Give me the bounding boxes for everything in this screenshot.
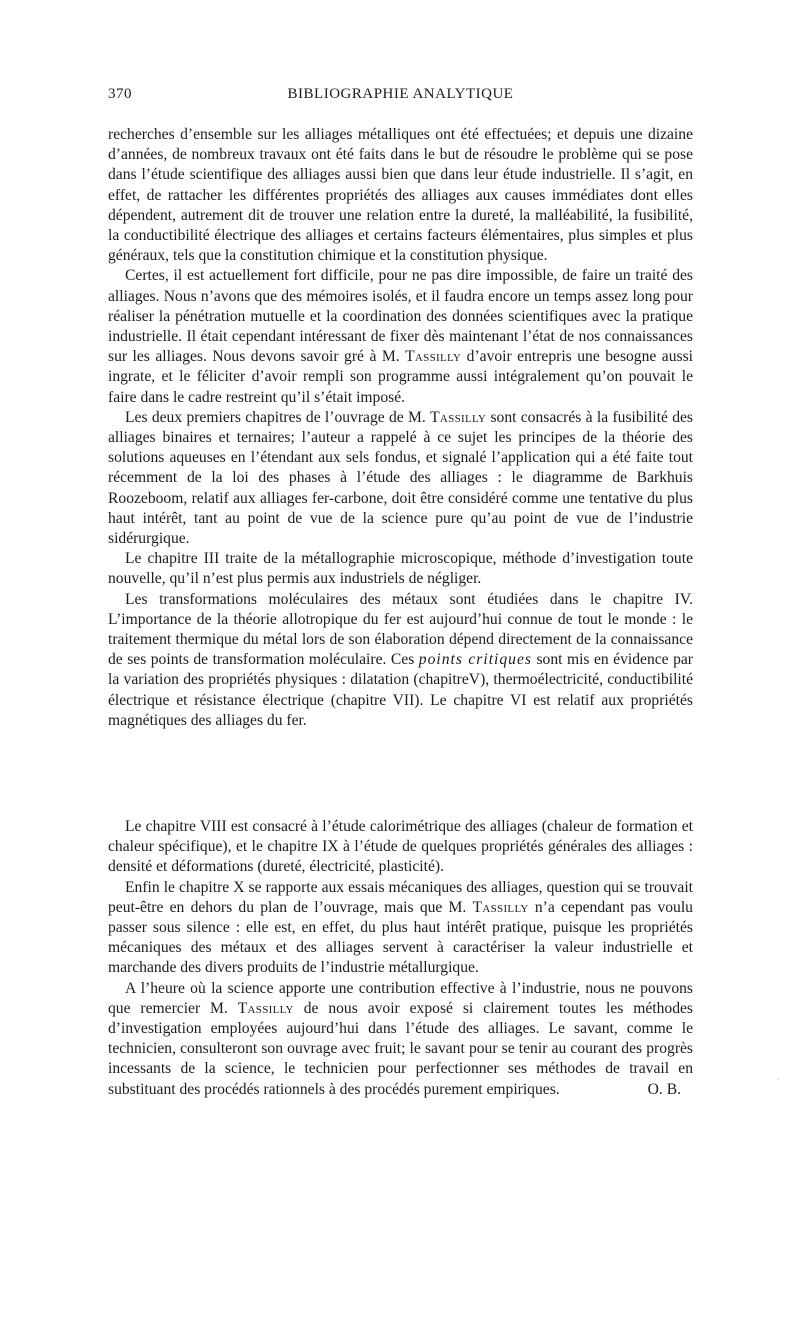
reviewer-signature: O. B. bbox=[647, 1080, 681, 1098]
paragraph-text: sont consacrés à la fusibilité des alliages binaires et ternaires; l’auteur a rappelé à ce sujet les principes de la théorie des solutions aqueuses en l’étendant aux sels fondus, et signalé l’application qui a été faite tout récemment de la loi des phases à l’étude des alliages : le diagramme de Barkhuis Roozeboom, relatif aux alliages fer-carbone, doit être considéré comme une tentative du plus haut intérêt, tant au point de vue de la science pure qu’au point de vue de l’industrie sidérurgique. bbox=[108, 408, 693, 548]
review-text-lower bbox=[108, 817, 693, 1100]
paragraph-chapitre-10 bbox=[108, 878, 693, 979]
paragraph-traite bbox=[108, 266, 693, 407]
paragraph-text: d’avoir entrepris une besogne aussi ingrate, et le féliciter d’avoir rempli son programme aussi intégralement qu’on pouvait le faire dans le cadre restreint qu’il s’était imposé. bbox=[108, 348, 693, 406]
author-name: Tassilly bbox=[237, 999, 294, 1017]
author-name: Tassilly bbox=[472, 898, 529, 916]
paragraph-continued: recherches d’ensemble sur les alliages métalliques ont été effectuées; et depuis une dizaine d’années, de nombreux travaux ont été faits dans le but de résoudre le problème qui se pose dans l’étude scientifique des alliages aussi bien que dans leur étude industrielle. Il s’agit, en effet, de rattacher les différentes propriétés des alliages aux causes immédiates dont elles dépendent, autrement dit de trouver une relation entre la dureté, la malléabilité, la fusibilité, la conductibilité électrique des alliages et certains facteurs élémentaires, plus simples et plus généraux, tels que la constitution chimique et la constitution physique. bbox=[108, 126, 693, 265]
paragraph-chapitre-4 bbox=[108, 590, 693, 731]
running-header bbox=[108, 86, 693, 106]
paragraph-text: sont mis en évidence par la variation des propriétés physiques : dilatation (chapitreV), thermoélectricité, conductibilité électrique et résistance électrique (chapitre VII). Le chapitre VI est relatif aux propriétés magnétiques des alliages du fer. bbox=[108, 651, 693, 729]
paragraph-conclusion bbox=[108, 979, 693, 1100]
paragraph-text: Certes, il est actuellement fort difficile, pour ne pas dire impossible, de faire un traité des alliages. Nous n’avons que des mémoires isolés, et il faudra encore un temps assez long pour réaliser la pénétration mutuelle et la coordination des données scientifiques avec la pratique industrielle. Il était cependant intéressant de fixer dès maintenant l’état de nos connaissances sur les alliages. Nous devons savoir gré à M. bbox=[108, 267, 693, 366]
author-name: Tassilly bbox=[405, 348, 462, 366]
paragraph-chapitres-1-2 bbox=[108, 408, 693, 549]
margin-speck: · bbox=[776, 1075, 780, 1086]
paragraph-text: Enfin le chapitre X se rapporte aux essais mécaniques des alliages, question qui se trouvait peut-être en dehors du plan de l’ouvrage, mais que M. bbox=[108, 878, 693, 916]
paragraph-text: Les transformations moléculaires des métaux sont étudiées dans le chapitre IV. L’importance de la théorie allotropique du fer est aujourd’hui connue de tout le monde : le traitement thermique du métal lors de son élaboration dépend directement de la connaissance de ses points de transformation moléculaire. Ces bbox=[108, 590, 693, 669]
paragraph-text: Les deux premiers chapitres de l’ouvrage de M. bbox=[125, 408, 431, 426]
review-text-upper bbox=[108, 125, 693, 731]
page-number: 370 bbox=[108, 86, 132, 102]
italic-term: points critiques bbox=[418, 651, 532, 669]
running-title: BIBLIOGRAPHIE ANALYTIQUE bbox=[287, 86, 514, 102]
author-name: Tassilly bbox=[430, 408, 487, 426]
paragraph-chapitre-8: Le chapitre VIII est consacré à l’étude calorimétrique des alliages (chaleur de formation et chaleur spécifique), et le chapitre IX à l’étude de quelques propriétés générales des alliages : densité et déformations (dureté, électricité, plasticité). bbox=[108, 818, 693, 876]
paragraph-text: n’a cependant pas voulu passer sous silence : elle est, en effet, du plus haut intérêt pratique, puisque les propriétés mécaniques des métaux et des alliages servent à caractériser la valeur industrielle et marchande des divers produits de l’industrie métallurgique. bbox=[108, 898, 693, 977]
paragraph-text: A l’heure où la science apporte une contribution effective à l’industrie, nous ne pouvons que remercier M. bbox=[108, 979, 693, 1017]
paragraph-text: de nous avoir exposé si clairement toutes les méthodes d’investigation employées aujourd’hui dans l’étude des alliages. Le savant, comme le technicien, consulteront son ouvrage avec fruit; le savant pour se tenir au courant des progrès incessants de la science, le technicien pour perfectionner ses méthodes de travail en substituant des procédés rationnels à des procédés purement empiriques. bbox=[108, 999, 693, 1098]
paragraph-chapitre-3: Le chapitre III traite de la métallographie microscopique, méthode d’investigation toute nouvelle, qu’il n’est plus permis aux industriels de négliger. bbox=[108, 550, 693, 588]
